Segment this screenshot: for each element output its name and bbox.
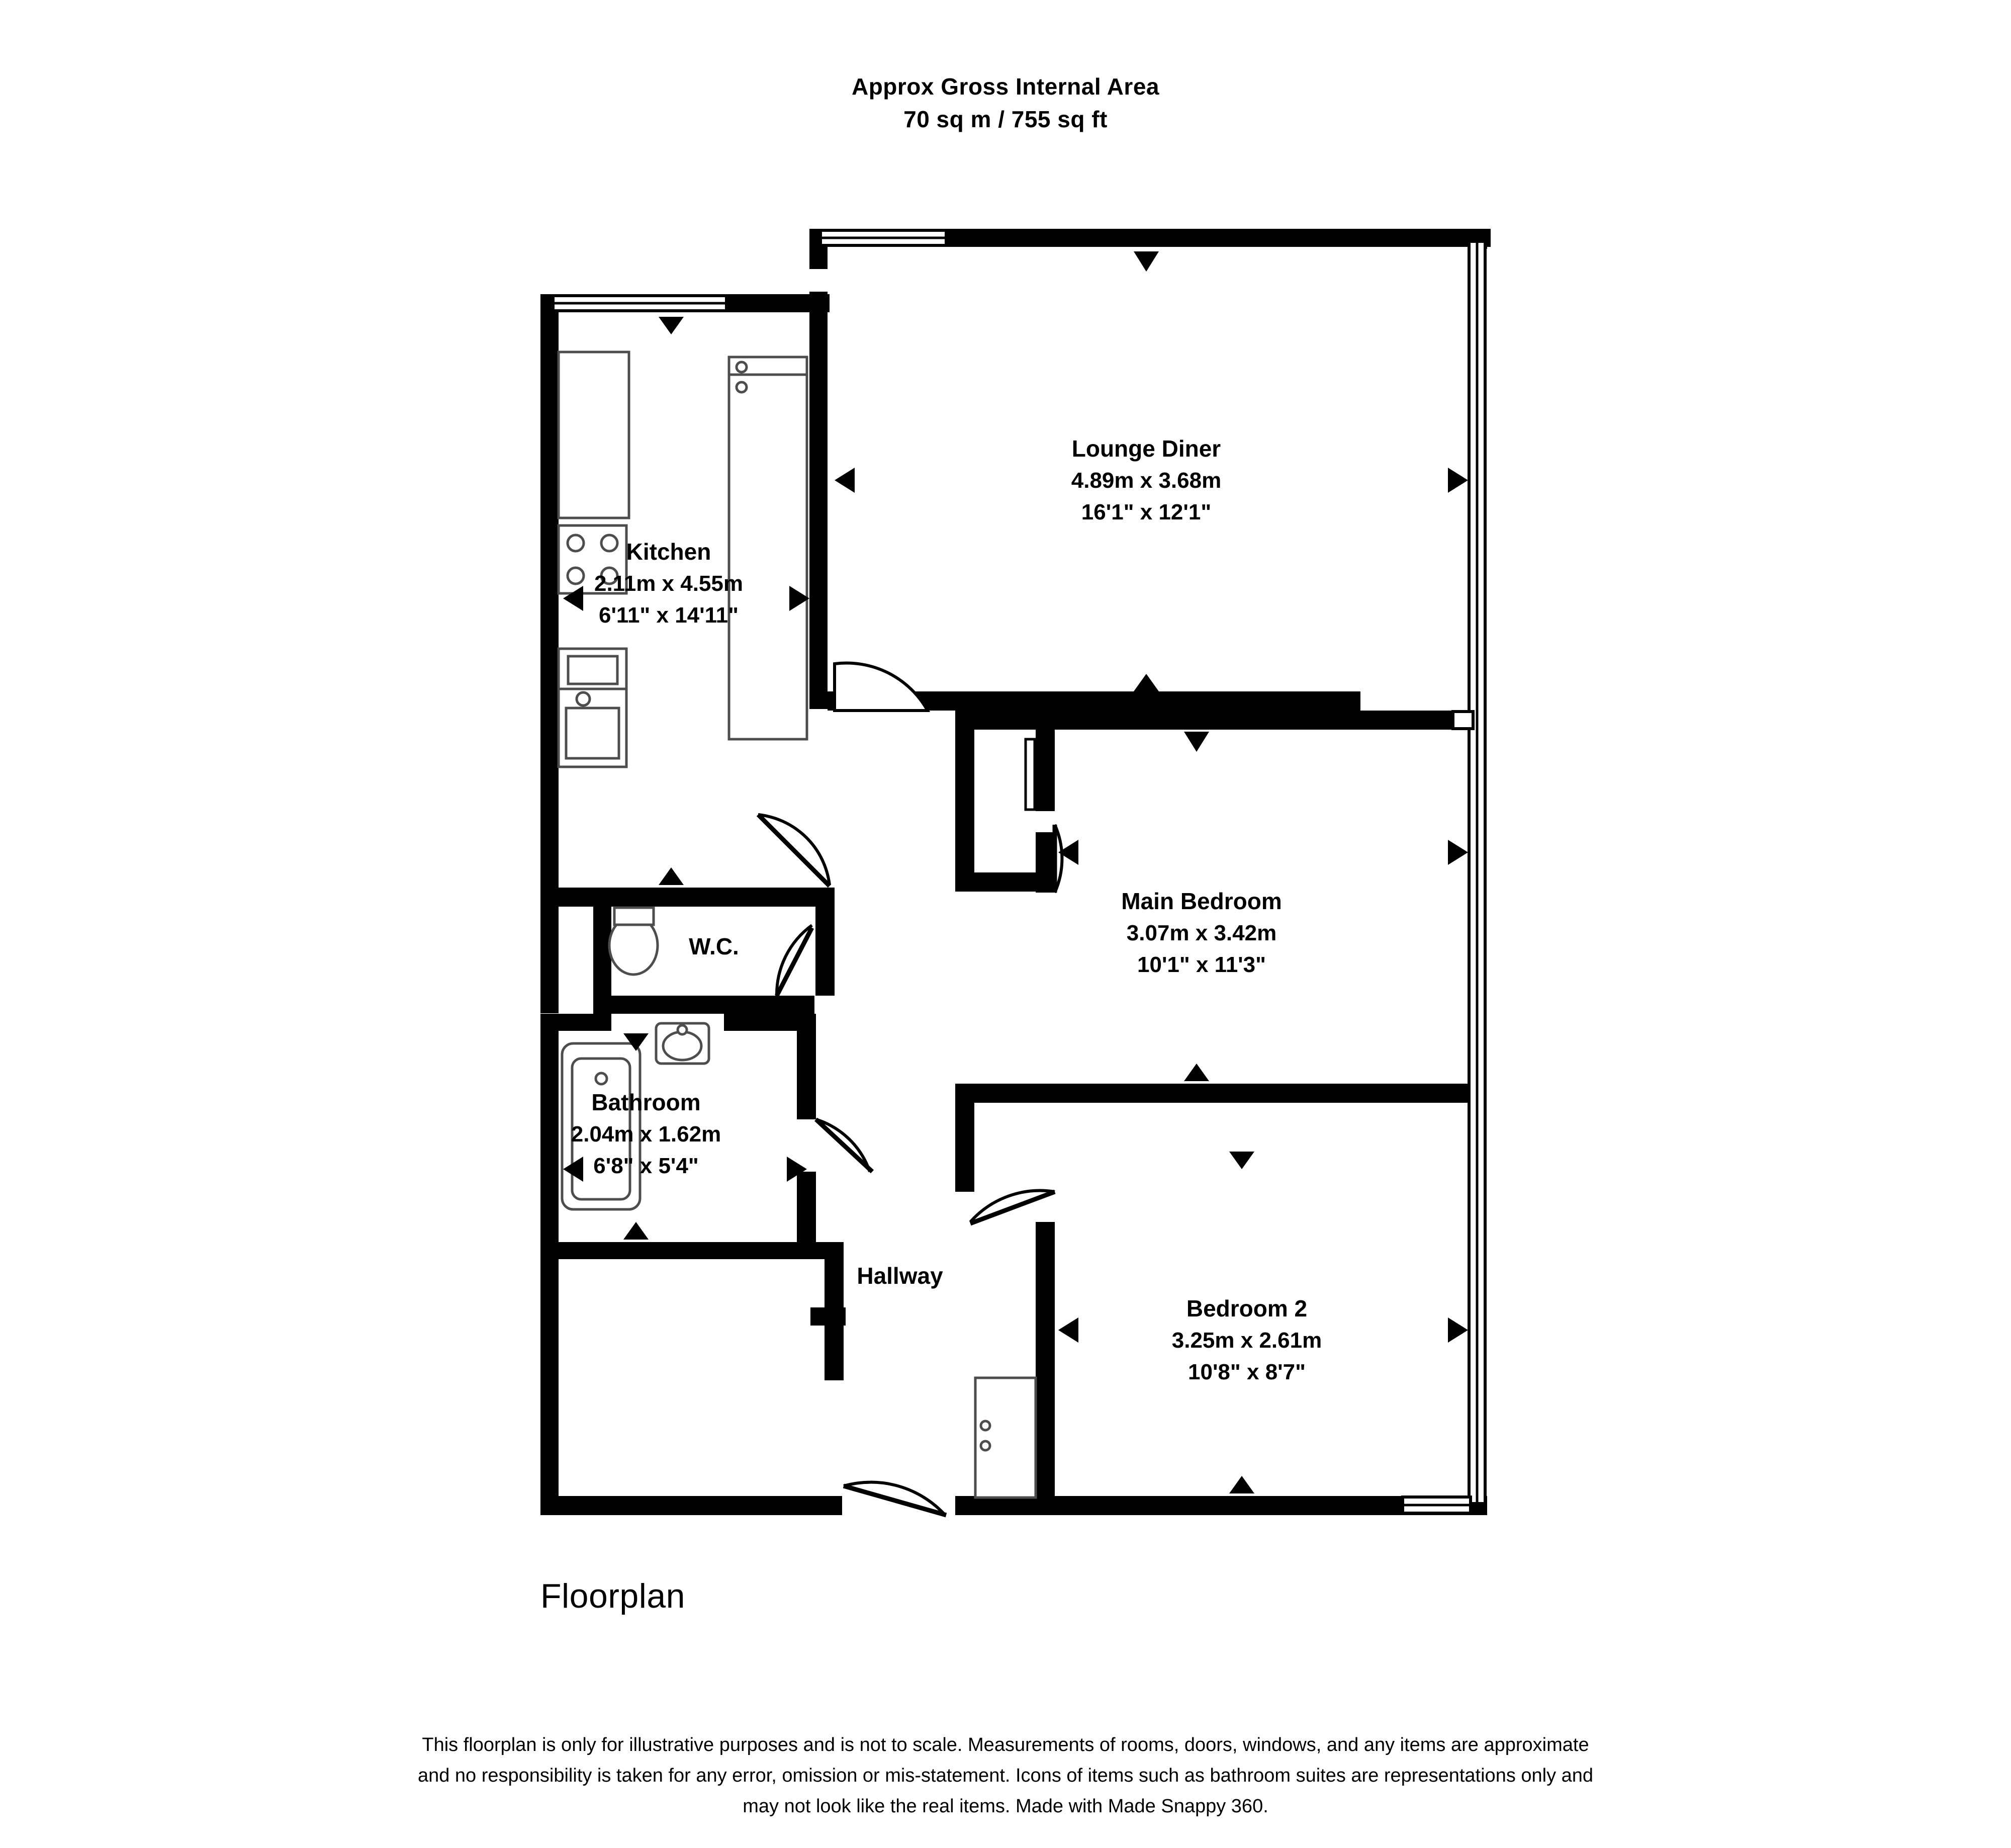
room-label-kitchen: [503, 536, 835, 631]
disclaimer-line-2: and no responsibility is taken for any error, omission or mis-statement. Icons of items such as bathroom suites are representations only and: [417, 1765, 1594, 1786]
room-name: Kitchen: [626, 539, 711, 565]
window-main-bedroom-right: [1453, 712, 1473, 729]
bathroom-basin: [656, 1023, 709, 1064]
room-dim-imperial: 10'8" x 8'7": [1188, 1359, 1306, 1384]
window-bedroom2-bottom: [1403, 1497, 1471, 1513]
room-name: Bathroom: [591, 1089, 701, 1115]
room-dim-imperial: 6'8" x 5'4": [593, 1153, 699, 1178]
header-line-2: 70 sq m / 755 sq ft: [903, 106, 1108, 133]
room-dim-metric: 3.07m x 3.42m: [1126, 921, 1277, 946]
room-dim-imperial: 16'1" x 12'1": [1081, 499, 1212, 524]
room-label-wc: W.C.: [689, 933, 739, 959]
room-name: Main Bedroom: [1121, 888, 1282, 914]
room-dim-metric: 2.04m x 1.62m: [571, 1122, 721, 1147]
disclaimer-line-1: This floorplan is only for illustrative purposes and is not to scale. Measurements of rooms, doors, windows, and any items are approximate: [422, 1734, 1589, 1755]
room-dim-imperial: 6'11" x 14'11": [598, 602, 739, 628]
floorplan-caption: Floorplan: [540, 1577, 685, 1615]
room-dim-metric: 3.25m x 2.61m: [1171, 1328, 1322, 1353]
window-right-elevation: [1469, 241, 1485, 1504]
room-name: Lounge Diner: [1071, 435, 1221, 462]
disclaimer-text: [0, 1730, 2011, 1821]
window-lounge-top-left: [820, 230, 946, 245]
room-dim-metric: 2.11m x 4.55m: [594, 571, 743, 596]
room-dim-imperial: 10'1" x 11'3": [1137, 952, 1266, 977]
bedroom2-unit: [975, 1378, 1036, 1498]
room-label-main-bedroom: [1006, 885, 1398, 981]
room-dim-metric: 4.89m x 3.68m: [1071, 468, 1222, 493]
room-label-hallway: Hallway: [857, 1263, 943, 1289]
wc-toilet: [609, 908, 658, 975]
room-label-bathroom: [503, 1086, 789, 1182]
kitchen-worktop-left: [559, 352, 629, 518]
room-label-bedroom2: [1051, 1292, 1443, 1388]
window-hall-internal: [1026, 739, 1035, 810]
header-line-1: Approx Gross Internal Area: [851, 73, 1159, 100]
disclaimer-line-3: may not look like the real items. Made with Made Snappy 360.: [743, 1795, 1268, 1817]
room-label-lounge: [935, 432, 1357, 528]
window-kitchen-top: [553, 296, 726, 311]
kitchen-sink: [559, 689, 626, 767]
room-name: Bedroom 2: [1186, 1295, 1308, 1322]
